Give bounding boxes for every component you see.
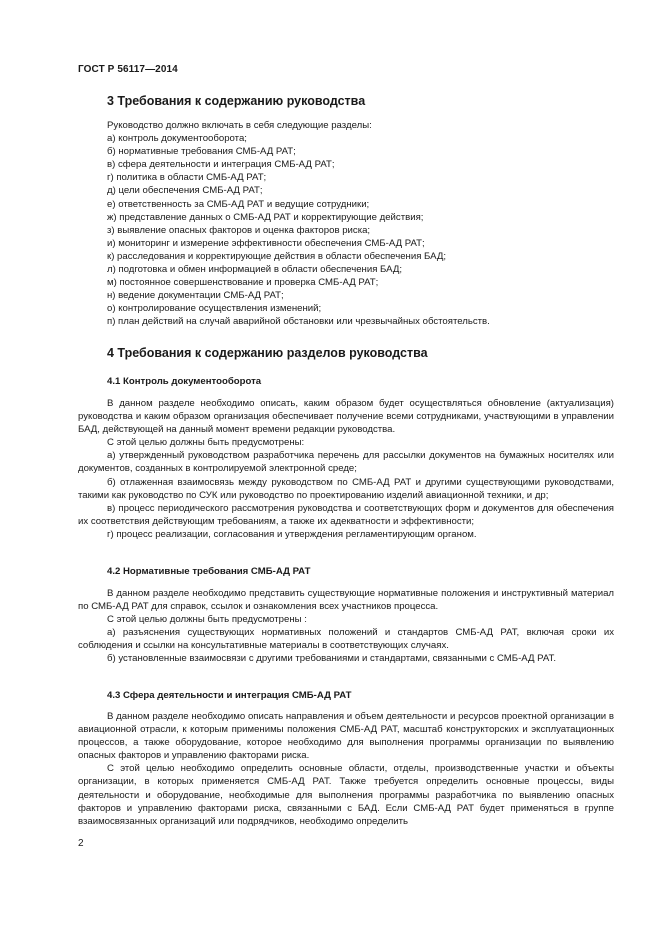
page-number: 2: [78, 838, 84, 849]
list-item: л) подготовка и обмен информацией в области обеспечения БАД;: [107, 264, 403, 276]
list-item: м) постоянное совершенствование и проверка СМБ-АД РАТ;: [107, 277, 379, 289]
paragraph: в) процесс периодического рассмотрения руководства и соответствующих форм и документов для обеспечения их соответствия действующим требованиям, а также их адекватности и эффективности;: [78, 502, 614, 527]
section-3-title: 3 Требования к содержанию руководства: [107, 94, 366, 108]
section-4-1-title: 4.1 Контроль документооборота: [107, 376, 262, 387]
list-item: и) мониторинг и измерение эффективности обеспечения СМБ-АД РАТ;: [107, 237, 425, 249]
section-4-3-title: 4.3 Сфера деятельности и интеграция СМБ-АД РАТ: [107, 690, 352, 701]
list-item: к) расследования и корректирующие действия в области обеспечения БАД;: [107, 250, 447, 262]
list-item: в) сфера деятельности и интеграция СМБ-АД РАТ;: [107, 159, 335, 171]
paragraph: а) утвержденный руководством разработчика перечень для рассылки документов на бумажных носителях или документов, созданных в контролируемой электронной среде;: [78, 450, 614, 475]
paragraph: С этой целью должны быть предусмотрены :: [107, 614, 307, 626]
paragraph: В данном разделе необходимо описать, каким образом будет осуществляться обновление (актуализация) руководства и каким образом организация обеспечивает получение всеми сотрудниками, участвующими в управлении БАД, действующей на данный момент времени редакции руководства.: [78, 398, 614, 436]
section-4-title: 4 Требования к содержанию разделов руководства: [107, 346, 428, 360]
section-3-intro: Руководство должно включать в себя следующие разделы:: [107, 120, 372, 131]
list-item: а) контроль документооборота;: [107, 133, 247, 145]
paragraph: С этой целью должны быть предусмотрены:: [107, 437, 305, 449]
list-item: е) ответственность за СМБ-АД РАТ и ведущие сотрудники;: [107, 198, 370, 210]
list-item: п) план действий на случай аварийной обстановки или чрезвычайных обстоятельств.: [107, 316, 490, 328]
section-4-3-body: [78, 710, 614, 828]
section-4-2-title: 4.2 Нормативные требования СМБ-АД РАТ: [107, 566, 311, 577]
list-item: б) нормативные требования СМБ-АД РАТ;: [107, 146, 296, 158]
paragraph: б) отлаженная взаимосвязь между руководством по СМБ-АД РАТ и другими существующими руководствами, такими как руководство по СУК или руководство по проектированию изделий авиационной техники, и др;: [78, 476, 614, 501]
paragraph: С этой целью необходимо определить основные области, отделы, производственные участки и объекты организации, в которых применяется СМБ-АД РАТ. Также требуется определить основные процессы, виды деятельности и оборудование, необходимые для выполнения программы разработчика по выявлению опасных факторов и управлению факторами риска, связанными с БАД. Если СМБ-АД РАТ будет применяться в группе взаимосвязанных организаций или подрядчиков, необходимо определить: [78, 763, 614, 827]
list-item: н) ведение документации СМБ-АД РАТ;: [107, 290, 284, 302]
list-item: з) выявление опасных факторов и оценка факторов риска;: [107, 224, 371, 236]
list-item: о) контролирование осуществления изменений;: [107, 303, 322, 315]
paragraph: В данном разделе необходимо представить существующие нормативные положения и инструктивный материал по СМБ-АД РАТ для справок, ссылок и ознакомления всех участников процесса.: [78, 588, 614, 613]
standard-header: ГОСТ Р 56117—2014: [78, 64, 178, 75]
paragraph: а) разъяснения существующих нормативных положений и стандартов СМБ-АД РАТ, включая сроки их соблюдения и ссылки на консультативные материалы в соответствующих случаях.: [78, 627, 614, 652]
list-item: г) политика в области СМБ-АД РАТ;: [107, 172, 267, 184]
paragraph: б) установленные взаимосвязи с другими требованиями и стандартами, связанными с СМБ-АД РАТ.: [107, 653, 557, 665]
list-item: ж) представление данных о СМБ-АД РАТ и корректирующие действия;: [107, 211, 424, 223]
section-3-list: [107, 119, 490, 329]
paragraph: г) процесс реализации, согласования и утверждения регламентирующим органом.: [107, 528, 477, 540]
section-4-2-body: [78, 587, 614, 666]
list-item: д) цели обеспечения СМБ-АД РАТ;: [107, 185, 263, 197]
section-4-1-body: [78, 397, 614, 541]
paragraph: В данном разделе необходимо описать направления и объем деятельности и ресурсов проектной организации в авиационной отрасли, к которым применимы положения СМБ-АД РАТ, масштаб конструкторских и эксплуатационных процессов, а также оборудование, которое необходимо для выполнения программы организации по выявлению опасных факторов и управлению факторами риска.: [78, 711, 614, 762]
